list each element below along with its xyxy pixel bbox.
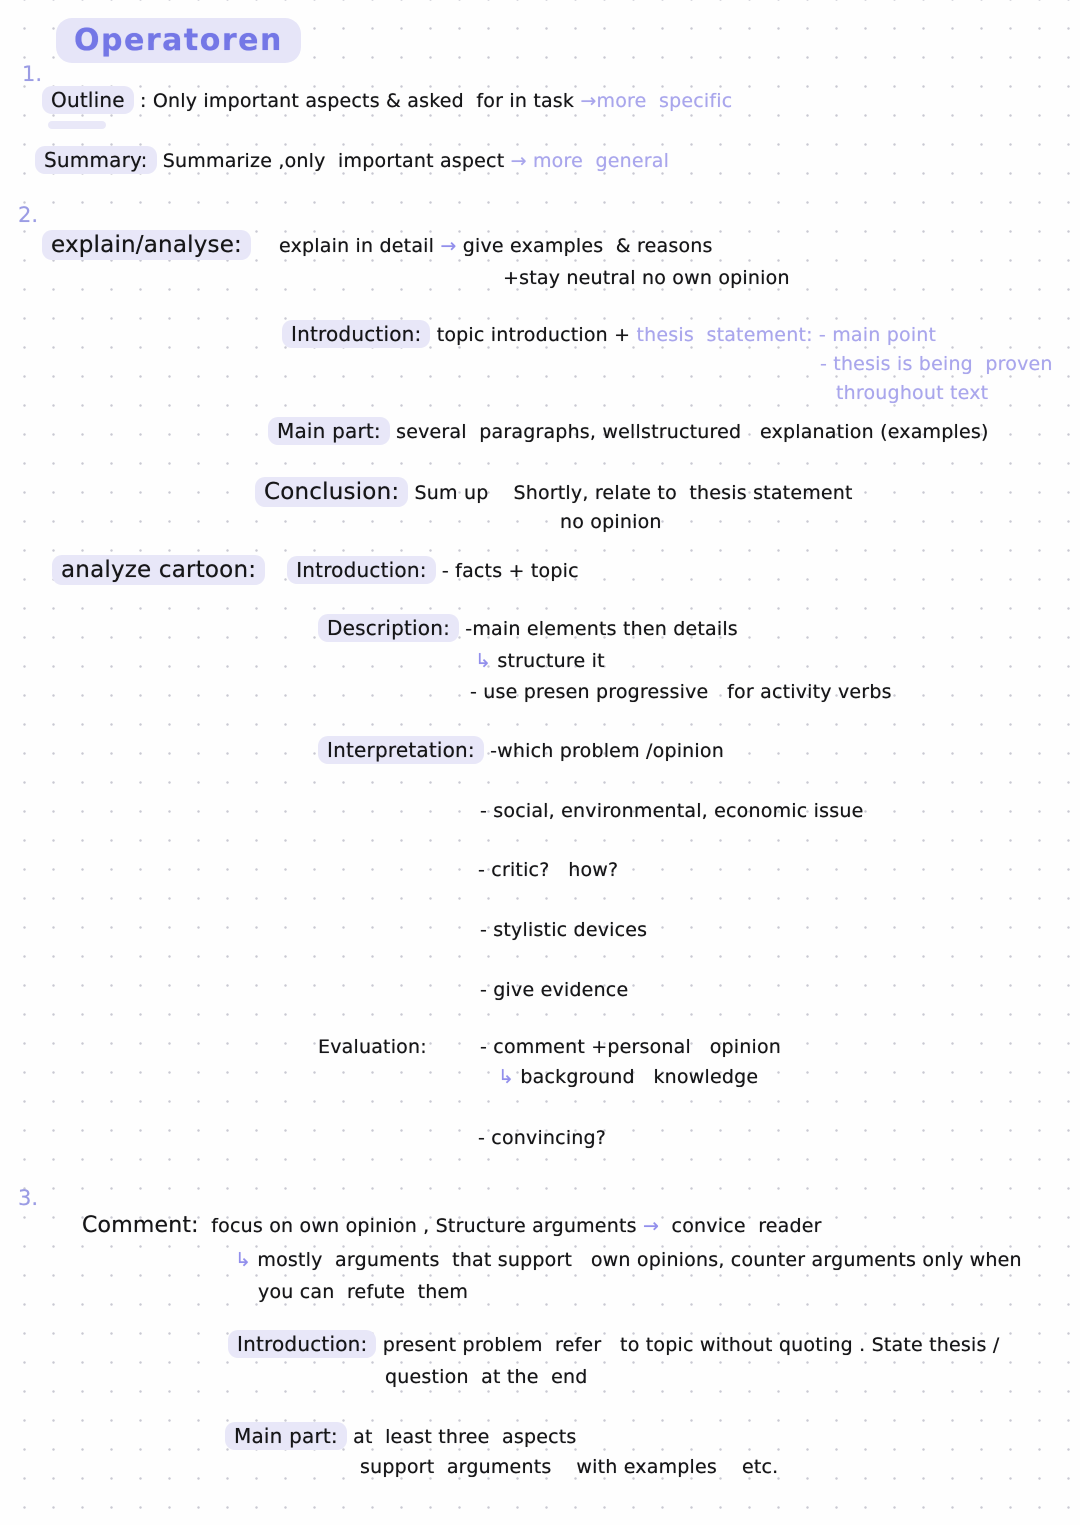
evaluation-background-text: background knowledge bbox=[514, 1066, 759, 1088]
interpretation-bullet-social: - social, environmental, economic issue bbox=[480, 800, 864, 822]
interpretation-bullet-evidence: - give evidence bbox=[480, 979, 629, 1001]
comment-introduction-line-2: question at the end bbox=[385, 1366, 588, 1388]
outline-note: →more specific bbox=[580, 90, 733, 112]
section-3-number: 3. bbox=[18, 1186, 39, 1210]
interpretation-line bbox=[318, 738, 724, 764]
interpretation-keyword: Interpretation: bbox=[318, 736, 484, 764]
corner-arrow-icon: ↳ bbox=[498, 1066, 515, 1088]
conclusion-line bbox=[255, 478, 853, 507]
interpretation-text: -which problem /opinion bbox=[483, 740, 724, 762]
introduction-keyword: Introduction: bbox=[282, 320, 430, 348]
section-1-number: 1. bbox=[22, 62, 43, 86]
main-part-text: several paragraphs, wellstructured explanation (examples) bbox=[389, 421, 989, 443]
conclusion-keyword: Conclusion: bbox=[255, 477, 408, 507]
thesis-note-3: throughout text bbox=[836, 382, 989, 404]
thesis-note-2: - thesis is being proven bbox=[820, 353, 1053, 375]
explain-text-2: give examples & reasons bbox=[456, 235, 713, 257]
comment-main-part-text: at least three aspects bbox=[346, 1426, 577, 1448]
main-part-keyword: Main part: bbox=[268, 417, 390, 445]
conclusion-line-2: no opinion bbox=[560, 511, 662, 533]
evaluation-keyword: Evaluation: bbox=[318, 1036, 427, 1058]
outline-text: : Only important aspects & asked for in task bbox=[133, 90, 581, 112]
introduction-line bbox=[282, 322, 936, 348]
explain-text: explain in detail bbox=[279, 235, 441, 257]
main-part-line bbox=[268, 419, 989, 445]
description-keyword: Description: bbox=[318, 614, 459, 642]
comment-main-part-line-2: support arguments with examples etc. bbox=[360, 1456, 779, 1478]
corner-arrow-icon: ↳ bbox=[475, 650, 492, 672]
evaluation-bullet-convincing: - convincing? bbox=[478, 1127, 607, 1149]
summary-keyword: Summary: bbox=[35, 146, 157, 174]
analyze-cartoon-keyword: analyze cartoon: bbox=[52, 555, 265, 585]
comment-introduction-text: present problem refer to topic without quoting . State thesis / bbox=[376, 1334, 1000, 1356]
explain-neutral-line: +stay neutral no own opinion bbox=[503, 267, 790, 289]
interpretation-bullet-critic: - critic? how? bbox=[478, 859, 619, 881]
outline-line bbox=[42, 88, 732, 114]
comment-line bbox=[82, 1212, 822, 1240]
comment-sub-text: mostly arguments that support own opinions, counter arguments only when bbox=[251, 1249, 1022, 1271]
page-title: Operatoren bbox=[56, 18, 301, 63]
explain-line bbox=[42, 231, 713, 260]
evaluation-background-line bbox=[498, 1066, 758, 1090]
section-2-number: 2. bbox=[18, 203, 39, 227]
introduction-text: topic introduction + bbox=[430, 324, 637, 346]
comment-keyword: Comment: bbox=[82, 1213, 199, 1238]
comment-introduction-line bbox=[228, 1332, 999, 1358]
comment-main-part-keyword: Main part: bbox=[225, 1422, 347, 1450]
comment-text-2: convice reader bbox=[659, 1215, 822, 1237]
right-arrow-icon: → bbox=[642, 1215, 660, 1237]
structure-line bbox=[475, 650, 605, 674]
comment-sub-line-2: you can refute them bbox=[258, 1281, 469, 1303]
structure-text: structure it bbox=[491, 650, 605, 672]
interpretation-bullet-stylistic: - stylistic devices bbox=[480, 919, 648, 941]
summary-line bbox=[35, 148, 669, 174]
analyze-cartoon-line bbox=[52, 556, 579, 585]
comment-text: focus on own opinion , Structure arguments bbox=[198, 1215, 643, 1237]
comment-introduction-keyword: Introduction: bbox=[228, 1330, 376, 1358]
description-line bbox=[318, 616, 738, 642]
comment-sub-line bbox=[235, 1249, 1022, 1273]
description-text: -main elements then details bbox=[459, 618, 738, 640]
comment-main-part-line bbox=[225, 1424, 577, 1450]
corner-arrow-icon: ↳ bbox=[235, 1249, 252, 1271]
summary-note: → more general bbox=[510, 150, 670, 172]
present-progressive-line: - use presen progressive for activity verbs bbox=[470, 681, 892, 703]
right-arrow-icon: → bbox=[440, 235, 457, 257]
thesis-note: thesis statement: - main point bbox=[636, 324, 937, 346]
summary-text: Summarize ,only important aspect bbox=[156, 150, 511, 172]
conclusion-text: Sum up Shortly, relate to thesis statement bbox=[408, 482, 853, 504]
explain-keyword: explain/analyse: bbox=[42, 230, 251, 260]
stray-highlight-mark bbox=[48, 121, 106, 129]
cartoon-introduction-keyword: Introduction: bbox=[287, 556, 435, 584]
outline-keyword: Outline bbox=[42, 86, 134, 114]
evaluation-bullet-comment: - comment +personal opinion bbox=[480, 1036, 782, 1058]
cartoon-introduction-text: - facts + topic bbox=[435, 560, 579, 582]
